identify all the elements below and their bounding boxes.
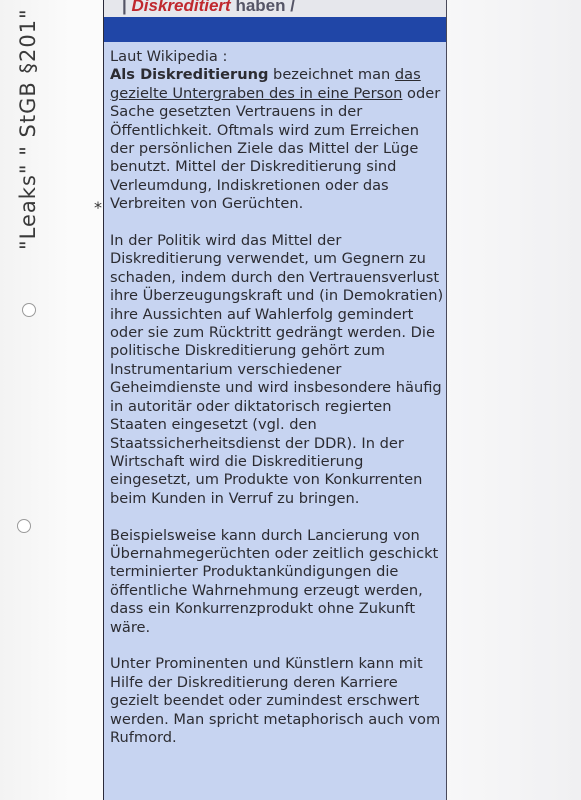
asterisk-mark: * <box>94 198 102 217</box>
header-prefix: | <box>122 0 127 15</box>
header-word-red: Diskreditiert <box>131 0 231 15</box>
p1-after-bold: bezeichnet man <box>268 66 395 84</box>
underlined-definition: das gezielte Untergraben des in eine Person <box>110 66 421 102</box>
blue-title-bar <box>104 17 446 42</box>
intro-line: Laut Wikipedia : <box>110 48 228 65</box>
header-word-rest: haben / <box>235 0 295 15</box>
paragraph-2: In der Politik wird das Mittel der Diskreditierung verwendet, um Gegnern zu schaden, indem durch den Vertrauensverlust ihre Überzeugungskraft und (in Demokratien) ihre Aussichten auf Wahlerfolg gemindert oder sie zum Rücktritt gedrängt werden. Die politische Diskreditierung gehört zum Instrumentarium verschiedener Geheimdienste und wird insbesondere häufig in autoritär oder diktatorisch regierten Staaten eingesetzt (vgl. den Staatssicherheitsdienst der DDR). In der Wirtschaft wird die Diskreditierung eingesetzt, um Produkte von Konkurrenten beim Kunden in Verruf zu bringen. <box>110 232 444 507</box>
paragraph-3: Beispielsweise kann durch Lancierung von Übernahmegerüchten oder zeitlich geschickt terminierter Produktankündigungen die öffentliche Wahrnehmung erzeugt werden, dass ein Konkurrenzprodukt ohne Zukunft wäre. <box>110 526 439 636</box>
p1-rest: oder Sache gesetzten Vertrauens in der Öffentlichkeit. Oftmals wird zum Erreichen der persönlichen Ziele das Mittel der Lüge benutzt. Mittel der Diskreditierung sind Verleumdung, Indiskretionen oder das Verbreiten von Gerüchten. <box>110 84 441 213</box>
paragraph-4: Unter Prominenten und Künstlern kann mit Hilfe der Diskreditierung deren Karriere gezielt beendet oder zumindest erschwert werden. Man spricht metaphorisch auch vom Rufmord. <box>110 655 441 746</box>
header-strip <box>104 0 446 17</box>
punch-hole-top <box>22 303 36 317</box>
article-body <box>110 48 446 766</box>
bold-term: Als Diskreditierung <box>110 66 269 84</box>
header-title <box>122 0 295 16</box>
punch-hole-bottom <box>17 519 31 533</box>
handwritten-margin-note: "Leaks" " StGB §201" <box>16 8 40 250</box>
article-panel <box>103 0 447 800</box>
paragraph-1 <box>110 48 446 214</box>
